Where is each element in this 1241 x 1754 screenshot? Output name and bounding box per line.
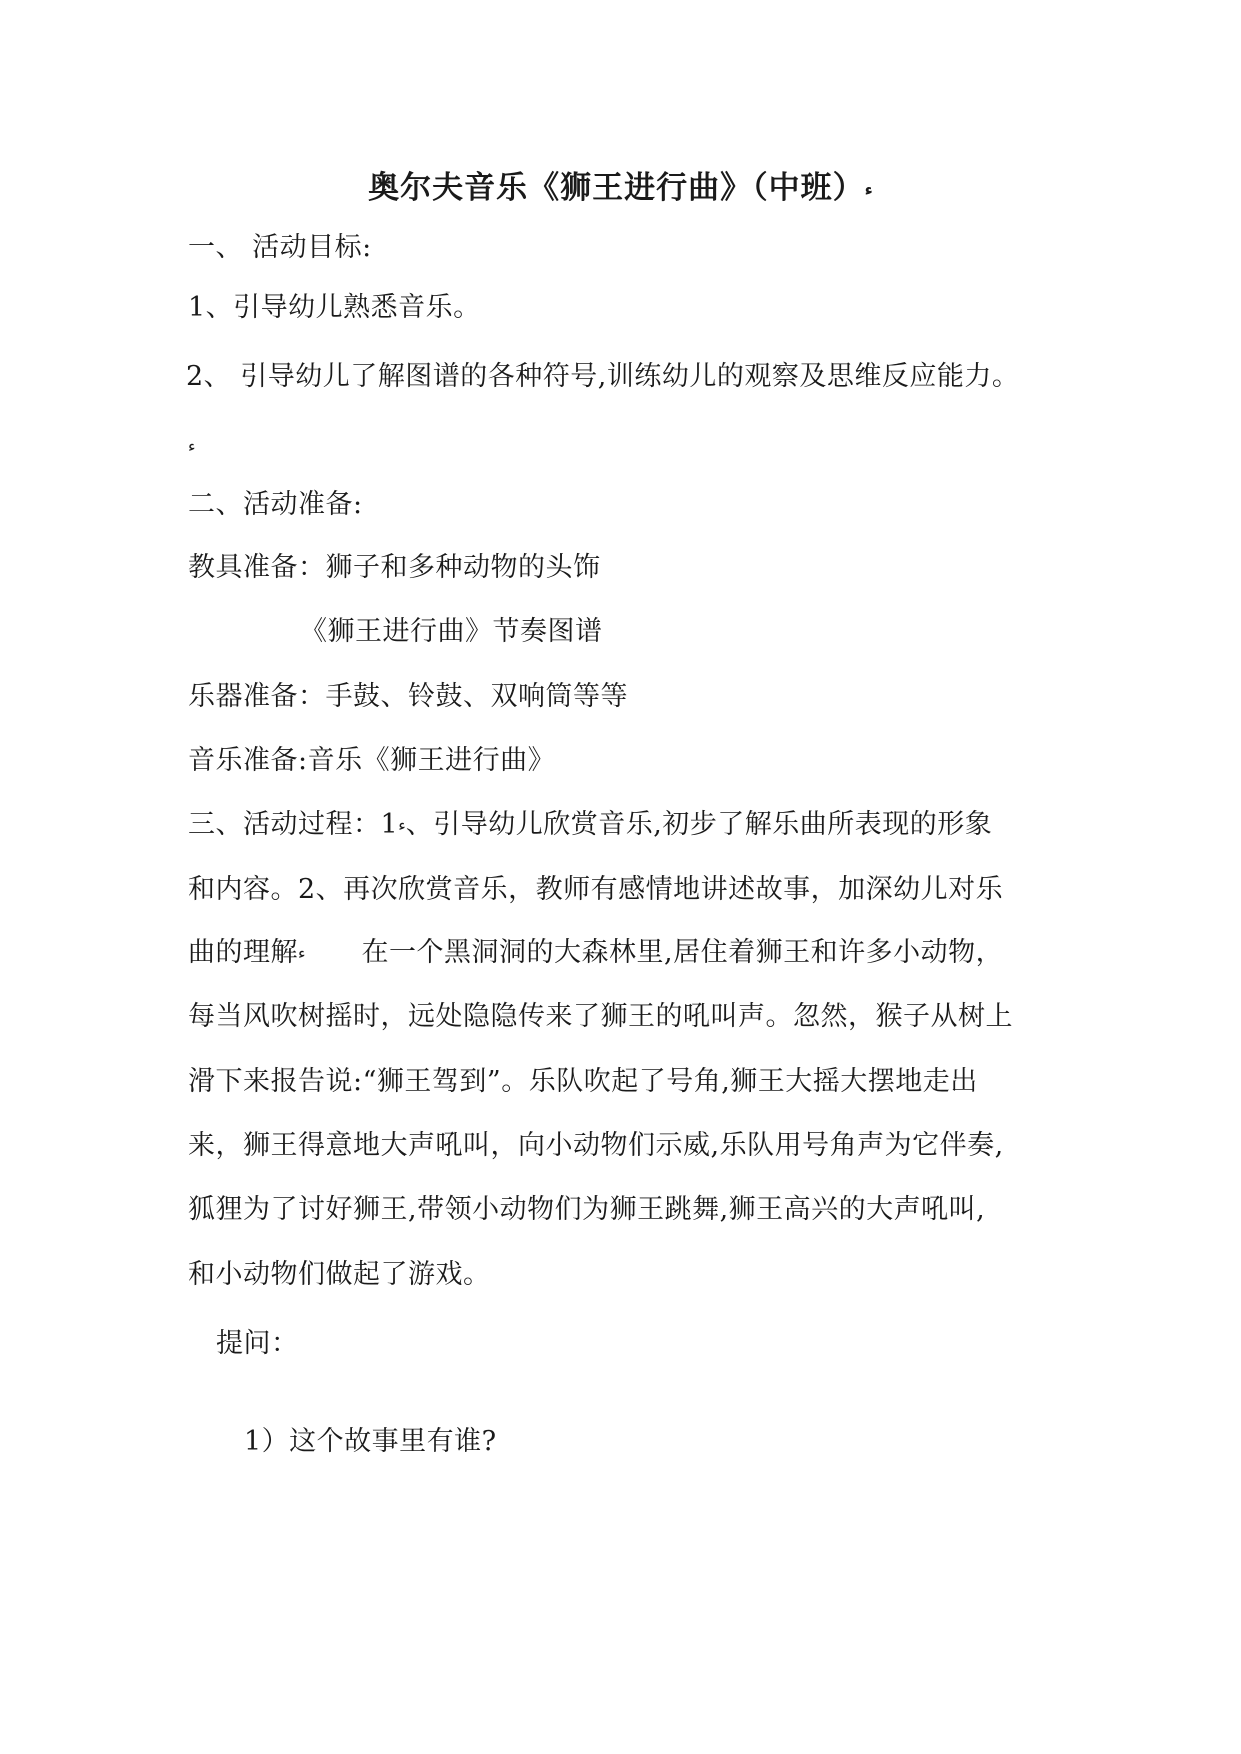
- process-line-2: 和内容。2、再次欣赏音乐，教师有感情地讲述故事，加深幼儿对乐: [188, 874, 1004, 905]
- section-heading-goals: 一、 活动目标:: [188, 232, 372, 263]
- document-title: [0, 162, 1241, 207]
- story-line-5: 狐狸为了讨好狮王,带领小动物们为狮王跳舞,狮王高兴的大声吼叫,: [188, 1194, 986, 1225]
- story-line-4: 来，狮王得意地大声吼叫，向小动物们示威,乐队用号角声为它伴奏,: [188, 1130, 1004, 1161]
- goal-2: 2、 引导幼儿了解图谱的各种符号,训练幼儿的观察及思维反应能力。: [186, 361, 1020, 392]
- music-preparation: 音乐准备:音乐《狮王进行曲》: [188, 745, 556, 776]
- paragraph-mark: ء: [398, 815, 406, 835]
- story-line-2: 每当风吹树摇时，远处隐隐传来了狮王的吼叫声。忽然，猴子从树上: [188, 1001, 1013, 1032]
- paragraph-mark: ء: [864, 180, 873, 199]
- process-line-3: [188, 933, 1003, 974]
- teaching-aids: 教具准备：狮子和多种动物的头饰: [188, 552, 601, 583]
- story-line-6: 和小动物们做起了游戏。: [188, 1259, 491, 1290]
- title-text: 奥尔夫音乐《狮王进行曲》（中班）: [368, 170, 865, 206]
- teaching-aids-chart: 《狮王进行曲》节奏图谱: [300, 616, 603, 647]
- process-label: 三、活动过程：1: [188, 809, 399, 840]
- process-step-1: 、引导幼儿欣赏音乐,初步了解乐曲所表现的形象: [405, 809, 993, 840]
- goal-1: 1、引导幼儿熟悉音乐。: [188, 292, 481, 323]
- process-line-1: [188, 805, 992, 846]
- process-understanding: 曲的理解: [188, 937, 298, 968]
- instruments: 乐器准备：手鼓、铃鼓、双响筒等等: [188, 681, 628, 712]
- question-1: 1）这个故事里有谁?: [244, 1426, 497, 1457]
- story-line-3: 滑下来报告说:“狮王驾到”。乐队吹起了号角,狮王大摇大摆地走出: [188, 1066, 978, 1097]
- story-start: 在一个黑洞洞的大森林里,居住着狮王和许多小动物，: [361, 937, 1004, 968]
- questions-heading: 提问：: [216, 1328, 299, 1359]
- paragraph-mark: ء: [298, 943, 306, 963]
- section-heading-preparation: 二、活动准备:: [188, 489, 363, 520]
- paragraph-mark-line: [188, 426, 196, 467]
- paragraph-mark: ء: [188, 436, 196, 456]
